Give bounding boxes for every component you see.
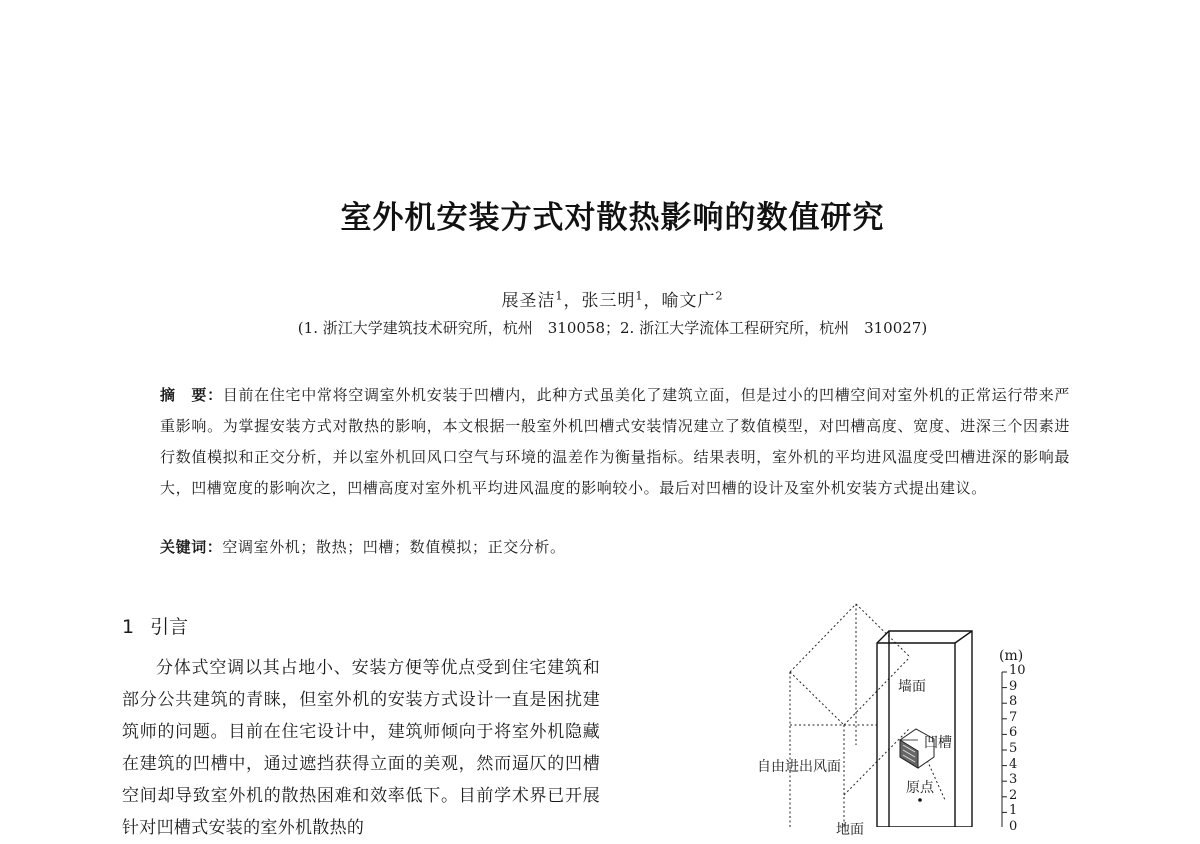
origin-label: 原点	[906, 780, 934, 796]
affiliation-line: (1. 浙江大学建筑技术研究所，杭州 310058；2. 浙江大学流体工程研究所，杭州 310027)	[297, 319, 928, 337]
author-name: 张三明	[581, 291, 636, 311]
author-affil-mark: 2	[715, 289, 724, 303]
scale-tick-label: 9	[1009, 678, 1018, 694]
keywords-text: 空调室外机；散热；凹槽；数值模拟；正交分析。	[222, 538, 566, 556]
scale-tick-label: 5	[1009, 741, 1018, 756]
intro-paragraph: 分体式空调以其占地小、安装方便等优点受到住宅建筑和部分公共建筑的青睐，但室外机的安装方式设计一直是困扰建筑师的问题。目前在住宅设计中，建筑师倾向于将室外机隐藏在建筑的凹槽中，通过遮挡获得立面的美观，然而逼仄的凹槽空间却导致室外机的散热困难和效率低下。目前学术界已开展针对凹槽式安装的室外机散热的	[122, 658, 600, 838]
wall-label: 墙面	[898, 679, 926, 695]
wall-slab	[877, 631, 972, 827]
section-heading	[122, 612, 188, 639]
paper-title: 室外机安装方式对散热影响的数值研究	[340, 200, 885, 236]
scale-tick-label: 7	[1009, 709, 1018, 725]
recess-model-diagram	[740, 595, 1040, 827]
author-line	[0, 286, 1200, 311]
scale-tick-label: 3	[1009, 772, 1018, 788]
abstract-block	[160, 380, 1070, 504]
recess-label: 凹槽	[924, 735, 952, 751]
scale-tick-label: 6	[1009, 725, 1018, 741]
author-affil-mark: 1	[555, 289, 564, 303]
keywords-label: 关键词：	[160, 538, 223, 556]
abstract-label: 摘 要：	[160, 386, 223, 404]
scale-tick-label: 8	[1009, 694, 1018, 710]
author-name: 喻文广	[661, 291, 716, 311]
scale-unit-label: (m)	[999, 648, 1024, 664]
section-title: 引言	[150, 616, 189, 638]
scale-tick-label: 1	[1009, 803, 1018, 819]
author-separator: ，	[563, 291, 582, 311]
origin-point	[918, 798, 922, 802]
scale-tick-label: 10	[1009, 663, 1026, 678]
scale-tick-label: 2	[1009, 787, 1018, 803]
domain-edge	[790, 672, 844, 725]
wall-edge	[955, 631, 972, 643]
section-number: 1	[122, 616, 135, 638]
author-separator: ，	[643, 291, 662, 311]
domain-edge	[790, 604, 856, 672]
keywords-block	[160, 534, 1070, 560]
author-name: 展圣洁	[501, 291, 556, 311]
author-affil-mark: 1	[635, 289, 644, 303]
scale-tick-label: 4	[1009, 756, 1018, 772]
scale-tick-label: 0	[1009, 819, 1018, 834]
ground-label: 地面	[836, 822, 864, 838]
free-boundary-label: 自由进出风面	[757, 759, 841, 775]
abstract-text: 目前在住宅中常将空调室外机安装于凹槽内，此种方式虽美化了建筑立面，但是过小的凹槽空间对室外机的正常运行带来严重影响。为掌握安装方式对散热的影响，本文根据一般室外机凹槽式安装情况建立了数值模型，对凹槽高度、宽度、进深三个因素进行数值模拟和正交分析，并以室外机回风口空气与环境的温差作为衡量指标。结果表明，室外机的平均进风温度受凹槽进深的影响最大，凹槽宽度的影响次之，凹槽高度对室外机平均进风温度的影响较小。最后对凹槽的设计及室外机安装方式提出建议。	[160, 386, 1070, 497]
recess-model-figure	[740, 595, 1040, 838]
